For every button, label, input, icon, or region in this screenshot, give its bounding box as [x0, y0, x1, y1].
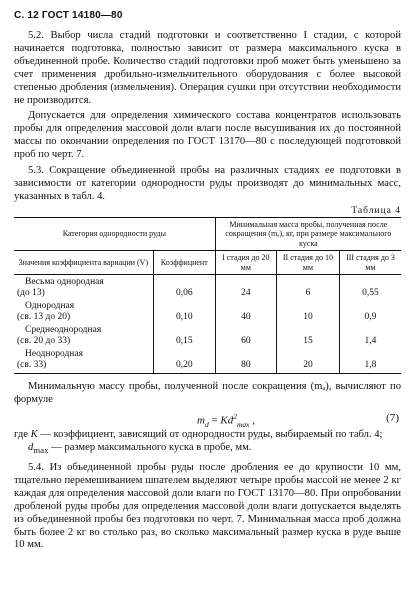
definitions: [14, 429, 401, 457]
row-category-name: Однородная: [25, 301, 75, 312]
header-stage2: II стадия до 10 мм: [276, 251, 339, 275]
row-stage2: 15: [276, 323, 339, 347]
paragraph-min-mass: Минимальную массу пробы, полученной после сокращения (mₐ), вычисляют по формуле: [14, 381, 401, 406]
row-stage1: 60: [215, 323, 276, 347]
table-row: [14, 275, 401, 300]
row-stage1: 40: [215, 299, 276, 323]
formula-7: [14, 409, 401, 429]
row-stage3: 0,9: [339, 299, 401, 323]
row-category-name: Неоднородная: [25, 349, 83, 360]
definition-k: где K — коэффициент, зависящий от однородности руды, выбираемый по табл. 4;: [14, 429, 383, 441]
table-row: [14, 347, 401, 374]
row-category-name: Весьма однородная: [25, 277, 104, 288]
row-stage2: 20: [276, 347, 339, 374]
row-stage3: 0,55: [339, 275, 401, 300]
formula-number: (7): [386, 412, 399, 425]
table-row: [14, 299, 401, 323]
document-page: [14, 10, 401, 552]
row-category-range: (св. 33): [17, 360, 47, 371]
page-header: С. 12 ГОСТ 14180—80: [14, 10, 123, 21]
header-stage3: III стадия до 3 мм: [339, 251, 401, 275]
header-min-mass: Минимальная масса пробы, полученная после сокращения (mₐ), кг, при размере максимального куска: [215, 217, 401, 251]
header-coef: Коэффициент: [153, 251, 215, 275]
header-category: Категория однородности руды: [14, 217, 215, 251]
row-coef: 0,06: [153, 275, 215, 300]
row-stage1: 80: [215, 347, 276, 374]
row-stage1: 24: [215, 275, 276, 300]
formula-expression: $m_d = Kd^2_{max}$ ,: [197, 412, 256, 429]
row-stage2: 6: [276, 275, 339, 300]
header-stage1: I стадия до 20 мм: [215, 251, 276, 275]
paragraph-5-3: 5.3. Сокращение объединенной пробы на различных стадиях ее подготовки в зависимости от категории однородности руды производят до минимальных масс, указанных в табл. 4.: [14, 165, 401, 202]
table-4: [14, 217, 401, 375]
row-category-range: (св. 13 до 20): [17, 312, 71, 323]
header-coef-value: Значения коэффициента вариации (V): [14, 251, 153, 275]
row-stage2: 10: [276, 299, 339, 323]
paragraph-allowed: Допускается для определения химического состава концентратов использовать пробы для определения массовой доли влаги после высушивания их до постоянной массы по окончании определения по ГОСТ 13170—80 с последующей подготовкой проб по черт. 7.: [14, 110, 401, 161]
paragraph-5-4: 5.4. Из объединенной пробы руды после дробления ее до крупности 10 мм, тщательно перемешиванием шпателем выделяют четыре пробы массой не менее 2 кг каждая для определения массовой доли влаги по ГОСТ 13170—80. При опробовании дробленой руды пробы для определения массовой доли влаги допускается выделять из объединенной пробы без подготовки по черт. 7. Минимальная масса проб должна быть более 2 кг во столько раз, во сколько максимальный размер куска в руде выше 10 мм.: [14, 462, 401, 551]
row-stage3: 1,8: [339, 347, 401, 374]
row-coef: 0,20: [153, 347, 215, 374]
row-category-range: (до 13): [17, 288, 45, 299]
definition-d: $d_{max}$ — размер максимального куска в пробе, мм.: [28, 442, 252, 456]
row-category-name: Среднеоднородная: [25, 325, 102, 336]
table-row: [14, 323, 401, 347]
row-stage3: 1,4: [339, 323, 401, 347]
row-category-range: (св. 20 до 33): [17, 336, 71, 347]
row-coef: 0,10: [153, 299, 215, 323]
paragraph-5-2: 5.2. Выбор числа стадий подготовки и соответственно I стадии, с которой начинается подготовка, полностью зависит от размера максимального куска в объединенной пробе. Количество стадий подготовки проб может быть уменьшено за счет применения дробильно-измельчительного оборудования с более высокой степенью дробления (измельчения). Операция сушки при отсутствии необходимости не производится.: [14, 30, 401, 106]
table-title: Таблица 4: [351, 205, 401, 216]
row-coef: 0,15: [153, 323, 215, 347]
